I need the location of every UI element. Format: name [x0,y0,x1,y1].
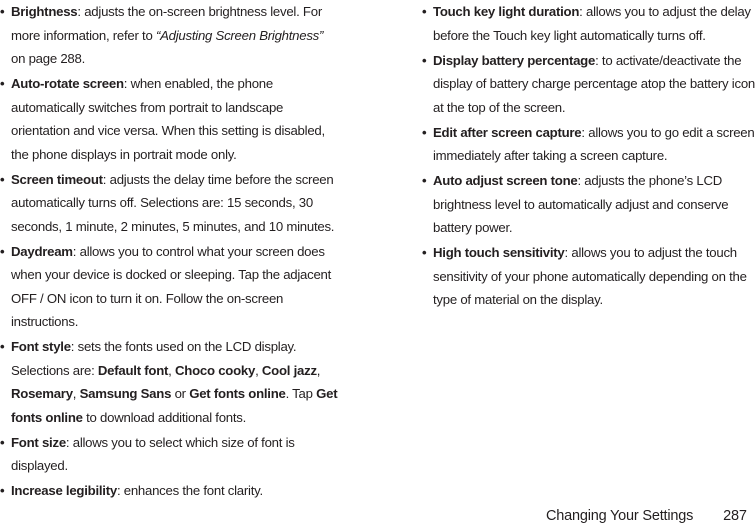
bullet: • [0,76,5,91]
description: on page 288. [11,51,86,66]
bullet: • [0,483,5,498]
term-label: Increase legibility [11,483,117,498]
cross-reference-link[interactable]: “Adjusting Screen Brightness” [155,27,324,43]
option-samsung-sans: Samsung Sans [79,386,172,401]
bullet: • [0,171,5,187]
description: : allows you to control what your screen does when your device is docked or sleeping. Tap the adjacent OFF / ON icon to turn it on. Follow the on-screen instructions. [11,243,332,329]
description: : allows you to go edit a screen immediately after taking a screen capture. [433,124,755,163]
term-label: Daydream [11,243,73,259]
bullet: • [422,4,427,19]
separator: or [171,386,190,401]
separator: , [72,386,80,401]
term-label: High touch sensitivity [433,245,565,260]
term-label: Brightness [11,4,78,19]
term-label: Edit after screen capture [433,124,582,140]
description: : to activate/deactivate the display of battery charge percentage atop the battery icon at the top of the screen. [433,52,755,115]
description: : adjusts the delay time before the screen automatically turns off. Selections are: 15 seconds, 30 seconds, 1 minute, 2 minutes, 5 minutes, and 10 minutes. [11,171,335,234]
option-rosemary: Rosemary [11,386,73,401]
list-item-high-touch-sensitivity [422,241,756,312]
term-label: Font style [11,339,71,354]
separator: , [255,362,262,378]
option-get-fonts-online: Get fonts online [189,386,286,401]
right-column [422,0,756,313]
description: : enhances the font clarity. [116,483,263,498]
list-item-font-size [0,431,339,478]
footer-section-title: Changing Your Settings [546,508,694,524]
list-item-touch-key-light [422,0,756,47]
term-label: Screen timeout [11,171,103,187]
left-column [0,0,339,504]
list-item-battery-percentage [422,49,756,120]
description: : when enabled, the phone automatically switches from portrait to landscape orientation and vice versa. When this setting is disabled, the phone displays in portrait mode only. [11,76,325,162]
term-label: Font size [11,434,66,450]
list-item-daydream [0,240,339,334]
bullet: • [0,434,5,450]
bullet: • [0,243,5,259]
term-label: Display battery percentage [433,52,596,68]
option-default-font: Default font [97,362,169,378]
bullet: • [422,124,427,140]
term-label: Auto adjust screen tone [433,173,578,188]
description: : allows you to select which size of font is displayed. [11,434,295,473]
list-item-auto-rotate [0,72,339,166]
description: to download additional fonts. [82,409,247,425]
page-footer [546,508,747,524]
option-choco-cooky: Choco cooky [175,362,256,378]
bullet: • [422,245,427,260]
term-label: Touch key light duration [433,4,580,19]
term-label: Auto-rotate screen [11,76,124,91]
description: : allows you to adjust the touch sensitivity of your phone automatically depending on the type of material on the display. [433,245,747,307]
list-item-auto-adjust-tone [422,169,756,240]
bullet: • [422,173,427,188]
description: : adjusts the on-screen brightness level. For more information, refer to [11,4,322,43]
description: : allows you to adjust the delay before the Touch key light automatically turns off. [433,4,751,43]
list-item-font-style [0,335,339,429]
list-item-edit-after-capture [422,121,756,168]
description: : sets the fonts used on the LCD display. Selections are: [11,339,297,378]
option-get-fonts-online-tap: Get fonts online [11,386,338,425]
option-cool-jazz: Cool jazz [261,362,317,378]
separator: . Tap [285,386,317,401]
list-item-brightness [0,0,339,71]
bullet: • [0,339,5,354]
bullet: • [0,4,5,19]
separator: , [316,362,321,378]
bullet: • [422,52,427,68]
description: : adjusts the phone’s LCD brightness level to automatically adjust and conserve battery power. [433,173,729,235]
separator: , [168,362,175,378]
list-item-increase-legibility [0,479,339,503]
page-number: 287 [723,508,747,524]
list-item-screen-timeout [0,168,339,239]
